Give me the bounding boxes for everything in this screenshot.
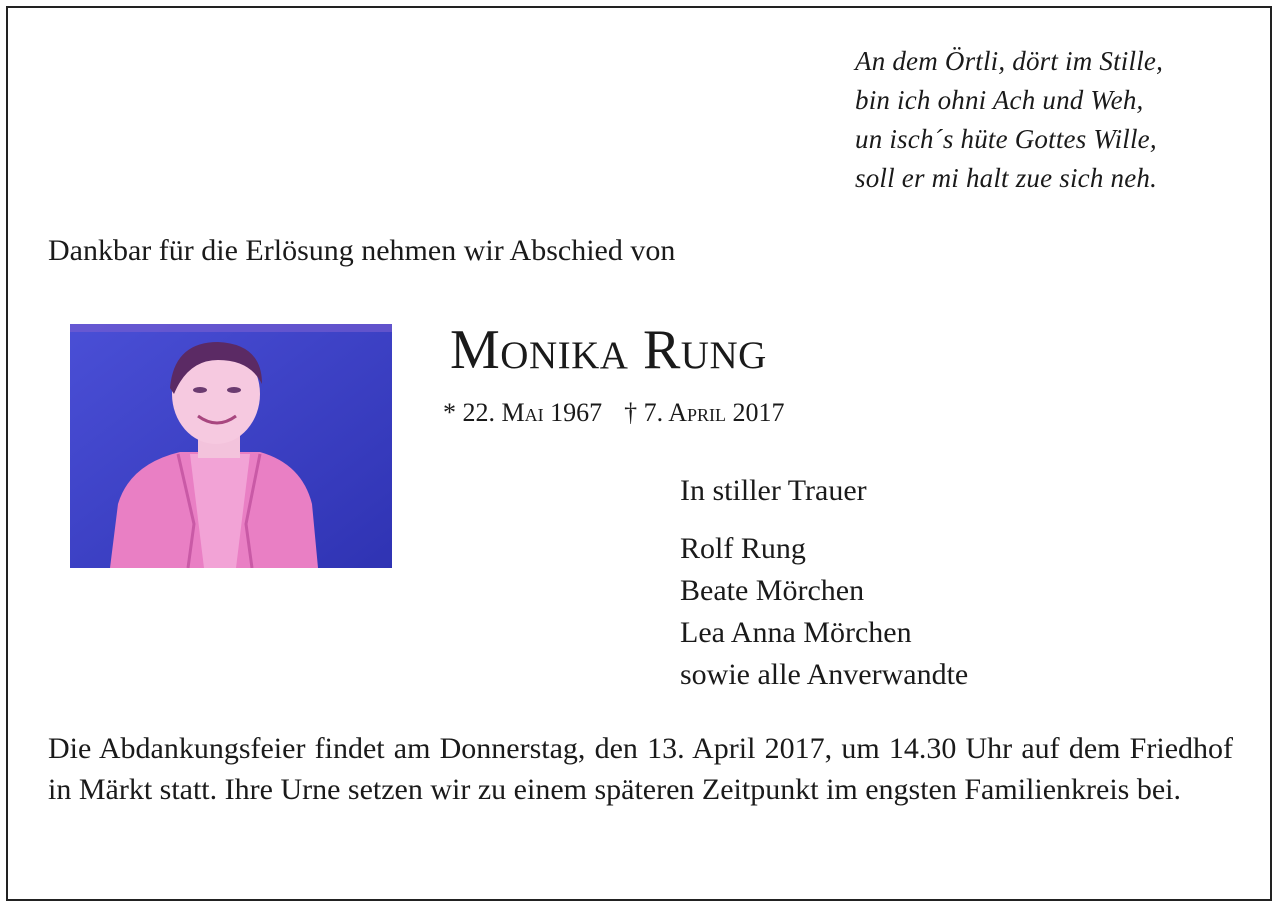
intro-text: Dankbar für die Erlösung nehmen wir Abschied von (48, 234, 676, 267)
poem-line: un isch´s hüte Gottes Wille, (855, 124, 1157, 154)
poem-verse (855, 42, 1255, 198)
mourner-name: Beate Mörchen (680, 574, 865, 607)
mourner-name: sowie alle Anverwandte (680, 658, 969, 691)
poem-line: soll er mi halt zue sich neh. (855, 163, 1158, 193)
funeral-notice: Die Abdankungsfeier findet am Donnerstag, den 13. April 2017, um 14.30 Uhr auf dem Friedhof in Märkt statt. Ihre Urne setzen wir zu einem späteren Zeitpunkt im engsten Familienkreis bei. (48, 732, 1233, 806)
mourners-list (680, 528, 968, 696)
life-dates (443, 398, 784, 428)
deceased-name: Monika Rung (450, 319, 767, 381)
birth-date: * 22. Mai 1967 (443, 398, 603, 427)
mourner-name: Lea Anna Mörchen (680, 616, 912, 649)
mourning-label: In stiller Trauer (680, 474, 867, 507)
portrait-photo (70, 324, 392, 568)
poem-line: bin ich ohni Ach und Weh, (855, 85, 1144, 115)
poem-line: An dem Örtli, dört im Stille, (855, 46, 1164, 76)
mourner-name: Rolf Rung (680, 532, 806, 565)
death-date: † 7. April 2017 (624, 398, 785, 427)
